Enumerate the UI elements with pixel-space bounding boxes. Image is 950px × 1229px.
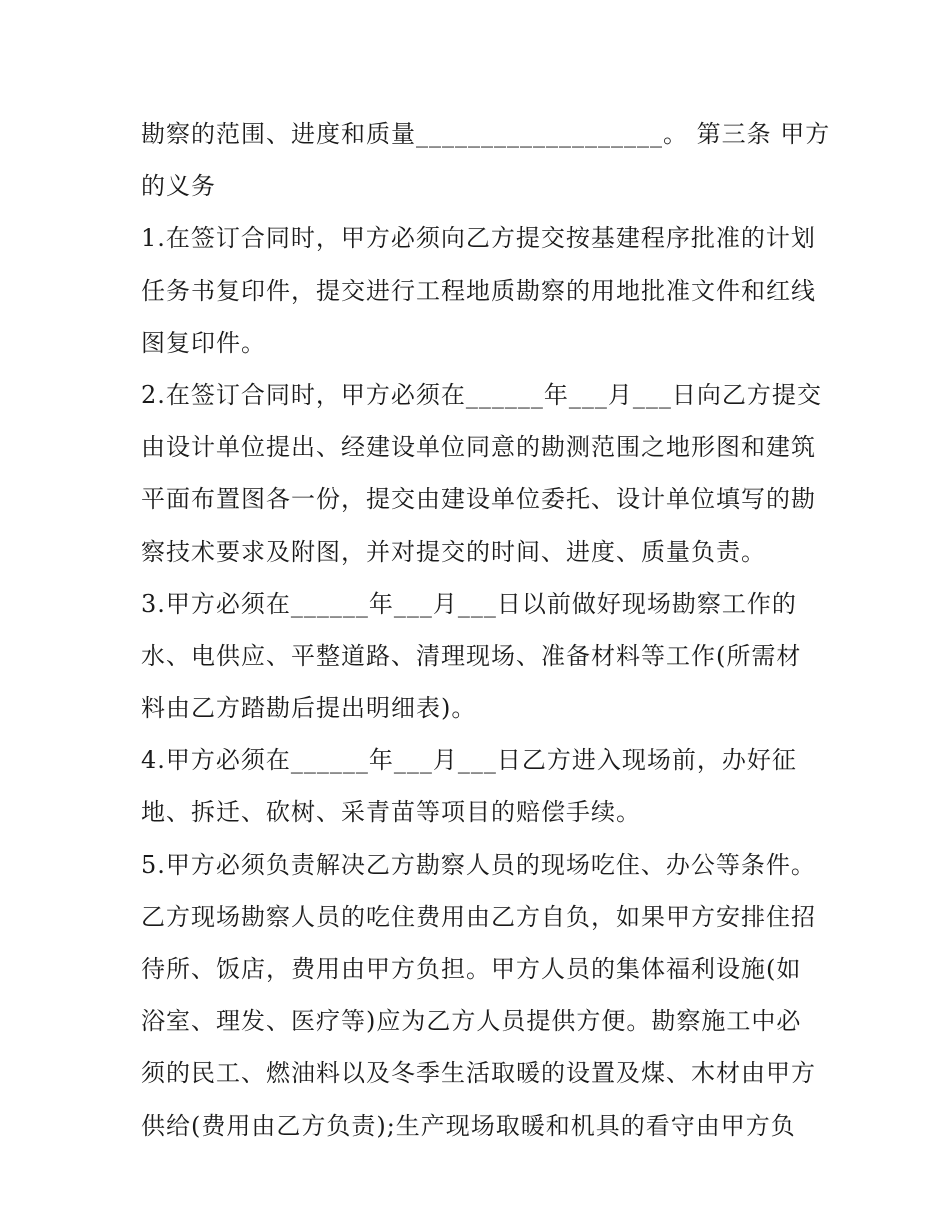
text-line: 由设计单位提出、经建设单位同意的勘测范围之地形图和建筑 xyxy=(141,433,816,462)
contract-text xyxy=(141,108,831,1152)
text-line: 图复印件。 xyxy=(141,328,266,357)
text-line: 乙方现场勘察人员的吃住费用由乙方自负，如果甲方安排住招 xyxy=(141,902,816,931)
text-line: 地、拆迁、砍树、采青苗等项目的赔偿手续。 xyxy=(141,798,641,827)
text-line: 水、电供应、平整道路、清理现场、准备材料等工作(所需材 xyxy=(141,641,802,670)
text-line: 料由乙方踏勘后提出明细表)。 xyxy=(141,694,477,723)
text-line: 供给(费用由乙方负责);生产现场取暖和机具的看守由甲方负 xyxy=(141,1111,796,1140)
text-line: 的义务 xyxy=(141,172,216,201)
text-line: 1.在签订合同时，甲方必须向乙方提交按基建程序批准的计划 xyxy=(141,224,816,253)
text-line: 任务书复印件，提交进行工程地质勘察的用地批准文件和红线 xyxy=(141,276,816,305)
text-line: 察技术要求及附图，并对提交的时间、进度、质量负责。 xyxy=(141,537,766,566)
text-line: 平面布置图各一份，提交由建设单位委托、设计单位填写的勘 xyxy=(141,485,816,514)
text-line: 2.在签订合同时，甲方必须在______年___月___日向乙方提交 xyxy=(141,380,822,409)
text-line: 5.甲方必须负责解决乙方勘察人员的现场吃住、办公等条件。 xyxy=(141,850,816,879)
text-line: 4.甲方必须在______年___月___日乙方进入现场前，办好征 xyxy=(141,746,797,775)
text-line: 勘察的范围、进度和质量___________________。 第三条 甲方 xyxy=(141,120,831,148)
text-line: 待所、饭店，费用由甲方负担。甲方人员的集体福利设施(如 xyxy=(141,955,802,983)
text-line: 须的民工、燃油料以及冬季生活取暖的设置及煤、木材由甲方 xyxy=(141,1059,816,1088)
text-line: 浴室、理发、医疗等)应为乙方人员提供方便。勘察施工中必 xyxy=(141,1007,802,1036)
text-line: 3.甲方必须在______年___月___日以前做好现场勘察工作的 xyxy=(141,589,797,618)
